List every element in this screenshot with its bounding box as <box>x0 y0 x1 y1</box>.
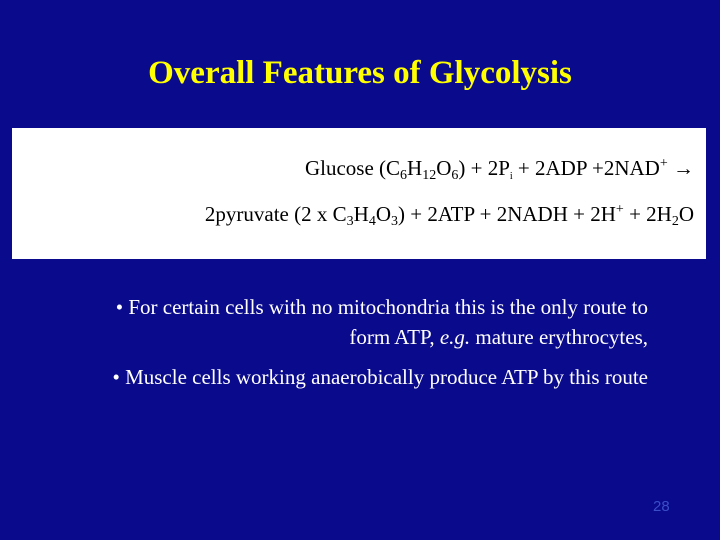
hydrogen-text: H <box>407 156 423 180</box>
equation-box <box>12 128 706 259</box>
pyruvate-text: 2pyruvate (2 x C <box>204 202 347 226</box>
bullet-muscle-cells: • Muscle cells working anaerobically produce ATP by this route <box>112 365 648 389</box>
pyruvate-hydrogen-subscript: 4 <box>368 214 376 229</box>
phosphate-text: ) + 2P <box>458 156 510 180</box>
atp-nadh-text: ) + 2ATP + 2NADH + 2H <box>397 202 616 226</box>
bullet-1-text-end: mature erythrocytes, <box>470 325 648 349</box>
proton-superscript: + <box>615 202 624 217</box>
reaction-arrow: → <box>667 156 694 180</box>
bullet-1-eg: e.g. <box>439 325 471 349</box>
bullet-1-text: • For certain cells with no mitochondria this is the only route to form ATP, <box>115 295 648 349</box>
page-number: 28 <box>653 498 670 515</box>
pyruvate-hydrogen-text: H <box>353 202 369 226</box>
bullet-no-mitochondria <box>100 292 648 352</box>
adp-nad-text: + 2ADP +2NAD <box>512 156 660 180</box>
oxygen-subscript: 6 <box>451 168 459 183</box>
pyruvate-carbon-subscript: 3 <box>346 214 354 229</box>
glucose-text: Glucose (C <box>304 156 401 180</box>
hydrogen-subscript: 12 <box>422 168 437 183</box>
phosphate-subscript: i <box>509 171 513 182</box>
water-oxygen-text: O <box>678 202 694 226</box>
pyruvate-oxygen-subscript: 3 <box>390 214 398 229</box>
slide-title: Overall Features of Glycolysis <box>148 55 572 91</box>
water-text: + 2H <box>623 202 672 226</box>
equation-line-reactants <box>305 156 694 181</box>
equation-line-products <box>205 202 694 227</box>
oxygen-text: O <box>436 156 452 180</box>
carbon-subscript: 6 <box>400 168 408 183</box>
pyruvate-oxygen-text: O <box>375 202 391 226</box>
water-subscript: 2 <box>671 214 679 229</box>
nad-superscript: + <box>659 156 668 171</box>
